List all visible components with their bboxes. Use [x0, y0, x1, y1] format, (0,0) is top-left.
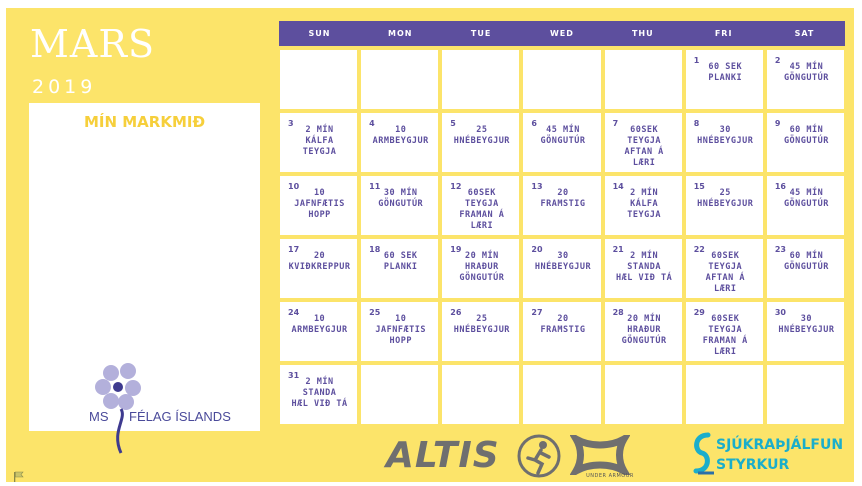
calendar-grid [279, 21, 845, 424]
day-cell[interactable] [442, 302, 519, 361]
day-activity: 30 MÍN GÖNGUTÚR [378, 188, 424, 209]
day-number: 10 [288, 182, 300, 191]
ms-logo-text: MS [89, 409, 109, 424]
day-cell[interactable] [523, 176, 600, 235]
day-activity: 25 HNÉBEYGJUR [697, 188, 754, 209]
under-armour-text: UNDER ARMOUR [586, 473, 634, 479]
day-activity: 20 MÍN HRAÐUR GÖNGUTÚR [621, 314, 667, 346]
weekday-tue: TUE [470, 29, 492, 38]
day-cell[interactable] [523, 239, 600, 298]
day-activity: 45 MÍN GÖNGUTÚR [540, 125, 586, 146]
sjukra-logo-text [716, 435, 856, 475]
day-cell[interactable] [686, 113, 763, 172]
day-activity: 20 FRAMSTIG [540, 188, 586, 209]
day-activity: 20 KVIÐKREPPUR [288, 251, 351, 272]
day-cell[interactable] [605, 176, 682, 235]
day-activity: 10 ARMBEYGJUR [291, 314, 348, 335]
day-cell[interactable] [686, 176, 763, 235]
day-number: 14 [612, 182, 624, 191]
day-activity: 60 SEK PLANKI [708, 62, 743, 83]
day-number: 17 [288, 245, 300, 254]
day-number: 2 [774, 56, 781, 65]
day-cell[interactable] [361, 239, 438, 298]
day-number: 20 [531, 245, 543, 254]
weekday-header [279, 21, 845, 46]
day-number: 6 [531, 119, 537, 128]
year-title: 2019 [32, 76, 97, 98]
day-cell[interactable] [361, 365, 438, 424]
sjukra-line-2: STYRKUR [716, 457, 790, 473]
day-cell[interactable] [361, 176, 438, 235]
day-cell[interactable] [686, 239, 763, 298]
day-cell[interactable] [442, 176, 519, 235]
day-cell[interactable] [523, 113, 600, 172]
day-activity: 60SEK TEYGJA FRAMAN Á LÆRI [459, 188, 505, 231]
day-cell[interactable] [767, 239, 844, 298]
weekday-wed: WED [549, 29, 574, 38]
sjukra-icon [688, 429, 716, 477]
day-number: 26 [450, 308, 462, 317]
weekday-sat: SAT [794, 29, 815, 38]
day-cell[interactable] [280, 113, 357, 172]
day-cell[interactable] [605, 302, 682, 361]
weekday-mon: MON [388, 29, 413, 38]
day-number: 1 [693, 56, 700, 65]
day-activity: 30 HNÉBEYGJUR [534, 251, 592, 272]
day-activity: 60 MÍN GÖNGUTÚR [783, 251, 829, 272]
day-cell[interactable] [605, 50, 682, 109]
day-number: 13 [531, 182, 543, 191]
day-cell[interactable] [442, 50, 519, 109]
day-number: 5 [450, 119, 456, 128]
day-number: 29 [693, 308, 705, 317]
day-cell[interactable] [767, 176, 844, 235]
sjukra-line-1: SJÚKRAÞJÁLFUN [716, 437, 844, 453]
calendar-page [6, 8, 854, 482]
day-number: 8 [693, 119, 700, 128]
day-cell[interactable] [605, 239, 682, 298]
day-activity: 10 JAFNFÆTIS HOPP [294, 188, 345, 220]
day-number: 12 [450, 182, 462, 191]
day-cell[interactable] [280, 302, 357, 361]
day-cell[interactable] [686, 365, 763, 424]
day-activity: 2 MÍN KÁLFA TEYGJA [302, 125, 337, 157]
day-number: 9 [774, 119, 781, 128]
day-activity: 60 SEK PLANKI [383, 251, 418, 272]
day-cell[interactable] [605, 113, 682, 172]
day-number: 4 [369, 119, 375, 128]
weekday-fri: FRI [714, 29, 733, 38]
weekday-sun: SUN [308, 29, 331, 38]
goals-title: MÍN MARKMIÐ [83, 113, 206, 131]
flag-icon[interactable] [13, 471, 25, 482]
day-number: 23 [774, 245, 786, 254]
day-cell[interactable] [442, 365, 519, 424]
day-cell[interactable] [686, 50, 763, 109]
day-activity: 20 FRAMSTIG [540, 314, 586, 335]
day-cell[interactable] [523, 50, 600, 109]
day-activity: 25 HNÉBEYGJUR [453, 314, 510, 335]
sponsor-bar [386, 433, 846, 481]
day-cell[interactable] [767, 365, 844, 424]
day-activity: 30 HNÉBEYGJUR [778, 314, 835, 335]
day-activity: 60SEK TEYGJA AFTAN Á LÆRI [624, 125, 664, 168]
day-cell[interactable] [280, 176, 357, 235]
day-cell[interactable] [523, 302, 600, 361]
runner-icon [516, 433, 562, 479]
day-number: 31 [288, 371, 300, 380]
day-number: 3 [288, 119, 294, 128]
day-activity: 60SEK TEYGJA AFTAN Á LÆRI [705, 251, 745, 294]
day-activity: 10 ARMBEYGJUR [372, 125, 429, 146]
day-activity: 45 MÍN GÖNGUTÚR [783, 62, 829, 83]
day-number: 18 [369, 245, 381, 254]
day-cell[interactable] [442, 113, 519, 172]
felag-logo-text: FÉLAG ÍSLANDS [129, 409, 231, 424]
day-cell[interactable] [767, 302, 844, 361]
day-activity: 2 MÍN STANDA HÆL VIÐ TÁ [616, 251, 673, 283]
day-activity: 25 HNÉBEYGJUR [453, 125, 510, 146]
day-number: 21 [612, 245, 624, 254]
day-number: 7 [612, 119, 619, 128]
day-number: 15 [693, 182, 705, 191]
day-cell[interactable] [280, 50, 357, 109]
day-activity: 45 MÍN GÖNGUTÚR [783, 188, 829, 209]
day-cell[interactable] [767, 50, 844, 109]
day-number: 19 [450, 245, 462, 254]
day-activity: 2 MÍN STANDA HÆL VIÐ TÁ [291, 377, 348, 409]
day-activity: 60SEK TEYGJA FRAMAN Á LÆRI [702, 314, 748, 357]
altis-logo: ALTIS [386, 435, 500, 476]
weekday-thu: THU [631, 29, 654, 38]
goals-panel[interactable] [29, 103, 260, 431]
day-activity: 2 MÍN KÁLFA TEYGJA [627, 188, 661, 220]
day-cell[interactable] [523, 365, 600, 424]
day-number: 22 [693, 245, 705, 254]
month-title: MARS [30, 22, 155, 66]
day-activity: 60 MÍN GÖNGUTÚR [783, 125, 829, 146]
day-number: 11 [369, 182, 381, 191]
day-activity: 10 JAFNFÆTIS HOPP [375, 314, 426, 346]
day-cell[interactable] [442, 239, 519, 298]
day-number: 30 [774, 308, 786, 317]
day-number: 16 [774, 182, 786, 191]
under-armour-icon [570, 435, 630, 475]
day-activity: 20 MÍN HRAÐUR GÖNGUTÚR [459, 251, 505, 283]
day-number: 24 [288, 308, 300, 317]
day-cell[interactable] [605, 365, 682, 424]
day-cell[interactable] [280, 239, 357, 298]
day-activity: 30 HNÉBEYGJUR [697, 125, 754, 146]
day-number: 25 [369, 308, 381, 317]
day-cell[interactable] [686, 302, 763, 361]
day-cell[interactable] [767, 113, 844, 172]
day-number: 27 [531, 308, 543, 317]
day-cell[interactable] [361, 50, 438, 109]
day-cell[interactable] [361, 302, 438, 361]
day-number: 28 [612, 308, 624, 317]
day-cell[interactable] [361, 113, 438, 172]
day-grid [279, 50, 845, 424]
day-cell[interactable] [280, 365, 357, 424]
